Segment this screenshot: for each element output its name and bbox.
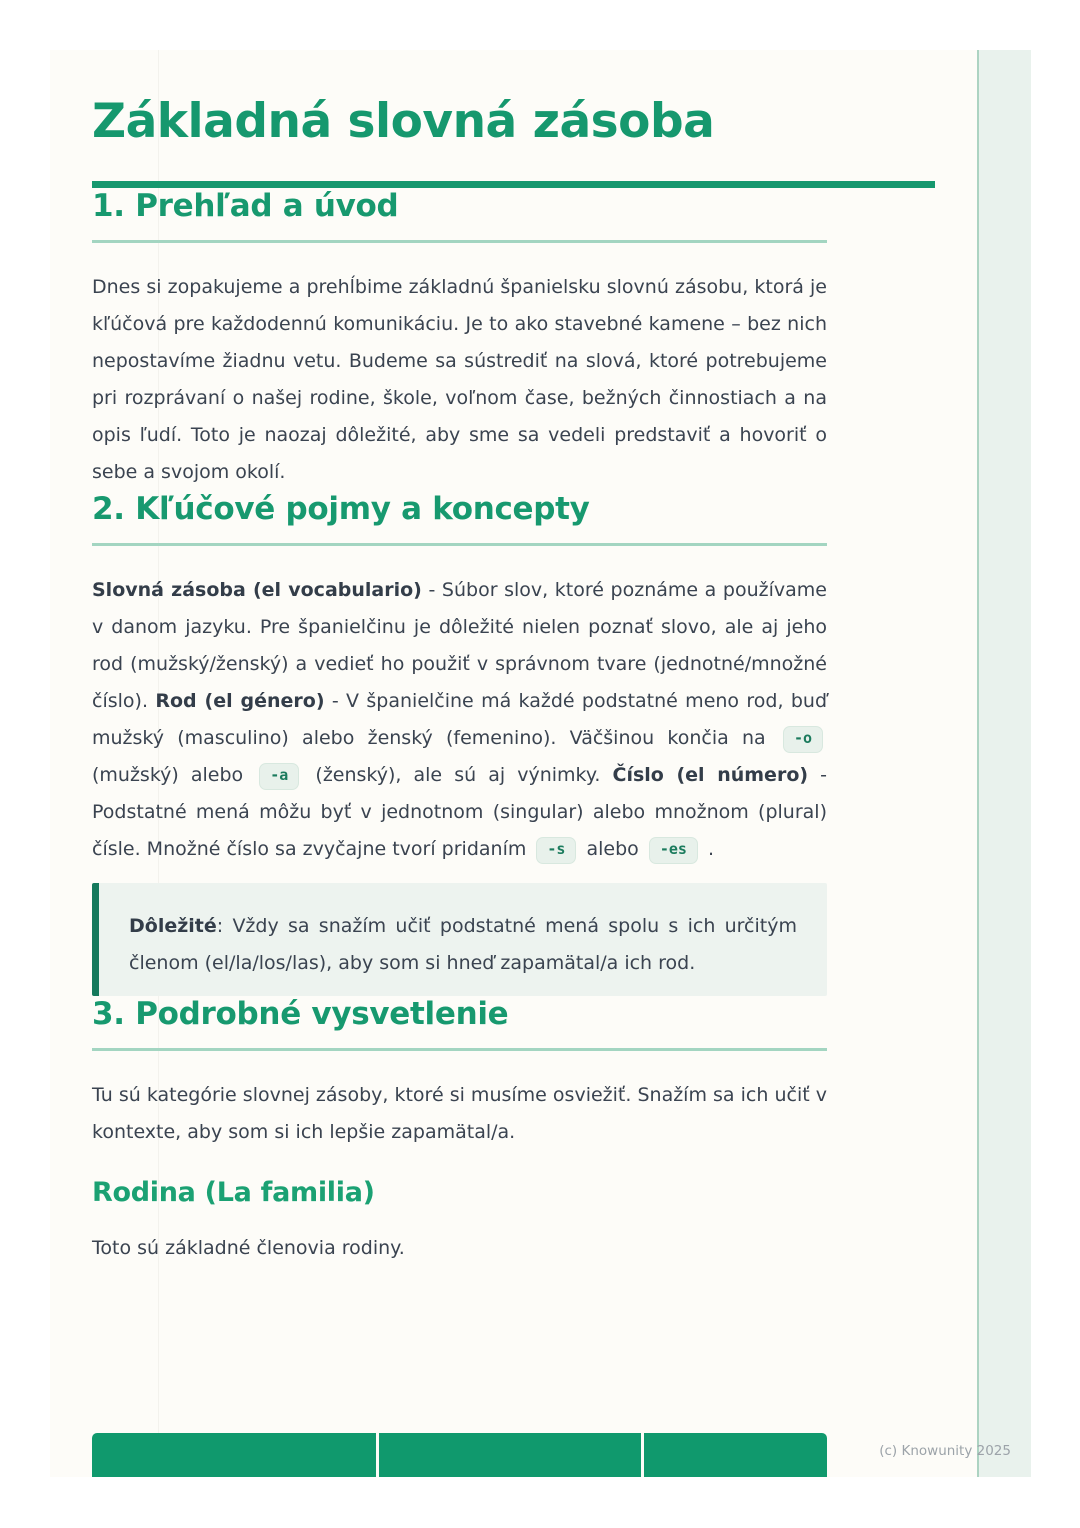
copyright-notice: (c) Knowunity 2025 bbox=[879, 1443, 1011, 1459]
important-callout bbox=[92, 883, 827, 996]
text-run: - V španielčine má každé podstatné meno rod, buď mužský (masculino) alebo ženský (femenino). Väčšinou končia na bbox=[92, 690, 828, 749]
vocab-header-cell bbox=[92, 1433, 376, 1477]
callout-label: Dôležité bbox=[129, 915, 217, 937]
callout-paragraph bbox=[129, 908, 797, 982]
section-2-underline bbox=[92, 543, 827, 546]
suffix-badge: -o bbox=[783, 726, 823, 753]
document-content bbox=[50, 50, 827, 1267]
section-1-underline bbox=[92, 240, 827, 243]
suffix-badge: -a bbox=[259, 763, 299, 790]
text-run: Rod (el género) bbox=[155, 690, 325, 712]
subsection-paragraph: Toto sú základné členovia rodiny. bbox=[92, 1237, 405, 1259]
section-2-heading: 2. Kľúčové pojmy a koncepty bbox=[92, 491, 590, 527]
title-rule bbox=[92, 181, 935, 188]
section-3-paragraph: Tu sú kategórie slovnej zásoby, ktoré si musíme osviežiť. Snažím sa ich učiť v kontexte, aby som si ich lepšie zapamätal/a. bbox=[92, 1084, 827, 1143]
suffix-badge: -es bbox=[649, 837, 698, 864]
suffix-badge: -s bbox=[536, 837, 576, 864]
text-run: (mužský) alebo bbox=[92, 764, 256, 786]
side-stripe bbox=[977, 50, 1031, 1477]
text-run: Slovná zásoba (el vocabulario) bbox=[92, 579, 422, 601]
text-run: . bbox=[701, 838, 715, 860]
text-run: Číslo (el número) bbox=[612, 764, 809, 786]
subsection-heading-rodina: Rodina (La familia) bbox=[92, 1177, 375, 1208]
text-run: - Podstatné mená môžu byť v jednotnom (singular) alebo množnom (plural) čísle. Množné číslo sa zvyčajne tvorí pridaním bbox=[92, 764, 827, 860]
section-3-heading: 3. Podrobné vysvetlenie bbox=[92, 996, 509, 1032]
section-2-paragraph bbox=[92, 572, 827, 868]
document-page bbox=[50, 50, 1031, 1477]
callout-text: : Vždy sa snažím učiť podstatné mená spolu s ich určitým členom (el/la/los/las), aby som si hneď zapamätal/a ich rod. bbox=[129, 915, 797, 974]
text-run: - Súbor slov, ktoré poznáme a používame v danom jazyku. Pre španielčinu je dôležité nielen poznať slovo, ale aj jeho rod (mužský/ženský) a vedieť ho použiť v správnom tvare (jednotné/množné číslo). bbox=[92, 579, 827, 712]
text-run: (ženský), ale sú aj výnimky. bbox=[303, 764, 613, 786]
vocab-table-header bbox=[92, 1433, 827, 1477]
section-3-underline bbox=[92, 1048, 827, 1051]
vocab-header-cell bbox=[379, 1433, 641, 1477]
section-1-heading: 1. Prehľad a úvod bbox=[92, 188, 399, 224]
page-title: Základná slovná zásoba bbox=[92, 94, 715, 149]
text-run: alebo bbox=[580, 838, 645, 860]
section-1-paragraph: Dnes si zopakujeme a prehĺbime základnú španielsku slovnú zásobu, ktorá je kľúčová pre každodennú komunikáciu. Je to ako stavebné kamene – bez nich nepostavíme žiadnu vetu. Budeme sa sústrediť na slová, ktoré potrebujeme pri rozprávaní o našej rodine, škole, voľnom čase, bežných činnostiach a na opis ľudí. Toto je naozaj dôležité, aby sme sa vedeli predstaviť a hovoriť o sebe a svojom okolí. bbox=[92, 276, 827, 483]
vocab-header-cell bbox=[644, 1433, 827, 1477]
